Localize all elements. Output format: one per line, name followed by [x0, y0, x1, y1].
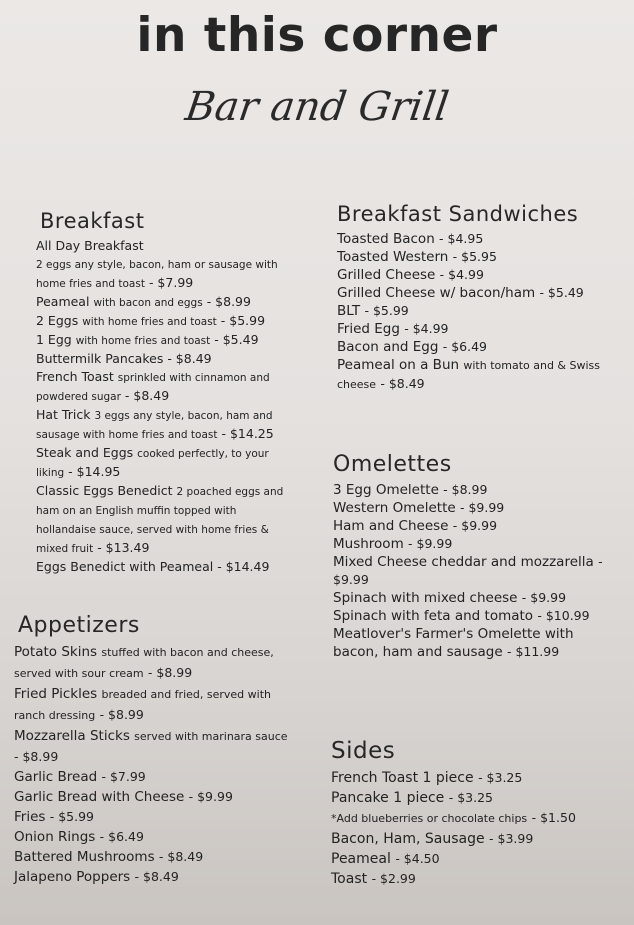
menu-item	[36, 255, 296, 293]
appetizers-section	[8, 613, 288, 887]
menu-item-price: - $5.95	[452, 249, 497, 264]
menu-item	[36, 482, 296, 558]
menu-item-name: Pancake 1 piece	[331, 790, 445, 806]
menu-item-price: - $8.49	[134, 869, 179, 884]
menu-item-price: - $8.49	[167, 351, 212, 366]
menu-item-name: 3 Egg Omelette	[333, 482, 439, 498]
menu-item	[36, 368, 296, 406]
menu-item-name: Spinach with feta and tomato	[333, 608, 534, 624]
menu-item-name: Battered Mushrooms	[14, 849, 155, 865]
menu-item-price: - $11.99	[506, 644, 560, 659]
menu-item-price: - $2.99	[371, 871, 416, 886]
menu-item-name: Mushroom	[333, 536, 404, 552]
menu-item-price: - $9.99	[452, 518, 498, 533]
menu-item-name: French Toast	[36, 369, 114, 384]
menu-item-description: with tomato and & Swiss cheese	[337, 359, 600, 391]
menu-item-price: - $9.99	[333, 554, 603, 587]
menu-item-name: Hat Trick	[36, 407, 91, 422]
menu-item	[337, 230, 627, 248]
menu-item-price: - $8.99	[14, 749, 59, 764]
menu-item-price: - $4.50	[395, 851, 440, 866]
menu-item-name: Toasted Bacon	[337, 231, 435, 247]
menu-item-price: - $5.99	[364, 303, 409, 318]
menu-item-price: - $4.99	[404, 321, 449, 336]
menu-item-name: Potato Skins	[14, 644, 98, 660]
restaurant-title: in this corner	[136, 8, 498, 63]
menu-item	[14, 684, 288, 726]
menu-item	[36, 331, 296, 350]
menu-item-name: Peameal	[36, 294, 90, 309]
menu-item	[14, 726, 288, 767]
menu-item-price: - $14.95	[68, 464, 121, 479]
menu-item-price: - $5.49	[214, 332, 259, 347]
menu-item	[333, 535, 623, 553]
menu-item-price: - $5.99	[49, 809, 95, 824]
menu-item	[331, 829, 626, 849]
menu-item-description: with bacon and eggs	[93, 297, 203, 309]
menu-item-name: Garlic Bread	[14, 769, 98, 785]
menu-item	[331, 849, 626, 869]
breakfast-list	[36, 237, 296, 576]
menu-item	[337, 302, 627, 320]
menu-item-name: Grilled Cheese	[337, 267, 436, 283]
menu-item	[331, 808, 626, 829]
menu-item-price: - $3.25	[478, 770, 523, 785]
sandwiches-section	[337, 202, 627, 394]
menu-item	[331, 768, 626, 788]
menu-item-name: Mixed Cheese cheddar and mozzarella	[333, 554, 594, 570]
menu-item-price: - $9.99	[459, 500, 505, 515]
menu-item	[36, 350, 296, 368]
menu-item-price: - $5.99	[220, 313, 266, 328]
menu-item-price: - $8.49	[380, 376, 425, 391]
menu-item-price: - $4.95	[439, 231, 484, 246]
menu-item-price: - $3.99	[489, 831, 534, 846]
menu-item-price: - $4.99	[439, 267, 484, 282]
menu-item-name: BLT	[337, 303, 361, 319]
menu-item-price: - $9.99	[521, 590, 567, 605]
menu-item	[14, 807, 288, 827]
menu-item	[14, 827, 288, 847]
menu-item-name: Classic Eggs Benedict	[36, 483, 173, 498]
sandwiches-heading: Breakfast Sandwiches	[337, 202, 579, 226]
menu-item-name: Toast	[331, 871, 368, 887]
menu-item-name: Grilled Cheese w/ bacon/ham	[337, 285, 536, 301]
menu-item-description: 2 eggs any style, bacon, ham or sausage with home fries and toast	[36, 259, 278, 290]
menu-item-name: All Day Breakfast	[36, 238, 144, 253]
menu-item-name: Jalapeno Poppers	[14, 869, 131, 885]
sides-heading: Sides	[331, 738, 396, 764]
menu-item-name: 1 Egg	[36, 332, 72, 347]
menu-item-price: - $5.49	[539, 285, 584, 300]
menu-item-name: Peameal on a Bun	[337, 357, 460, 373]
menu-item	[333, 481, 623, 499]
menu-item-name: French Toast 1 piece	[331, 770, 474, 786]
appetizers-list	[14, 642, 288, 887]
breakfast-heading: Breakfast	[40, 209, 145, 233]
menu-item	[337, 320, 627, 338]
menu-item	[337, 248, 627, 266]
menu-item	[331, 788, 626, 808]
menu-item-price: - $9.99	[408, 536, 453, 551]
menu-item	[14, 642, 288, 684]
menu-item	[333, 589, 623, 607]
menu-item-name: Peameal	[331, 851, 391, 867]
menu-item-price: - $13.49	[97, 540, 150, 555]
menu-item-name: Eggs Benedict with Peameal	[36, 559, 214, 574]
menu-item-description: with home fries and toast	[75, 335, 211, 347]
menu-item-name: Ham and Cheese	[333, 518, 449, 534]
menu-item-description: 3 eggs any style, bacon, ham and sausage with home fries and toast	[36, 410, 273, 441]
sides-section	[331, 738, 626, 889]
appetizers-heading: Appetizers	[18, 613, 140, 638]
sandwiches-list	[337, 230, 627, 394]
menu-item-description: breaded and fried, served with ranch dressing	[14, 688, 271, 722]
menu-item-description: sprinkled with cinnamon and powdered sugar	[36, 372, 270, 403]
sides-list	[331, 768, 626, 889]
menu-item-price: - $3.25	[448, 790, 494, 805]
menu-item	[14, 847, 288, 867]
menu-item-name: Bacon and Egg	[337, 339, 439, 355]
menu-item-price: - $8.99	[147, 665, 193, 680]
menu-item-price: - $9.99	[188, 789, 233, 804]
menu-item	[36, 312, 296, 331]
menu-item-price: - $6.49	[442, 339, 487, 354]
menu-item-price: - $8.99	[206, 294, 251, 309]
menu-item-description: 2 poached eggs and ham on an English muffin topped with hollandaise sauce, served with home fries & mixed fruit	[36, 486, 284, 555]
menu-item-name: Meatlover's Farmer's Omelette with bacon, ham and sausage	[333, 626, 574, 660]
menu-item-name: Buttermilk Pancakes	[36, 351, 164, 366]
menu-item	[36, 237, 296, 255]
menu-item-name: Mozzarella Sticks	[14, 728, 130, 744]
menu-item-name: Onion Rings	[14, 829, 96, 845]
menu-item	[333, 499, 623, 517]
menu-item	[36, 558, 296, 576]
breakfast-section	[26, 209, 296, 576]
menu-item-name: 2 Eggs	[36, 313, 79, 328]
omelettes-section	[333, 452, 623, 661]
menu-item-price: - $8.99	[99, 707, 144, 722]
menu-item	[333, 607, 623, 625]
menu-item-price: - $14.25	[221, 426, 274, 441]
menu-item-name: Garlic Bread with Cheese	[14, 789, 185, 805]
menu-item-price: - $10.99	[537, 608, 590, 623]
menu-item	[333, 553, 623, 589]
menu-item-price: - $7.99	[101, 769, 146, 784]
menu-item-name: Fried Egg	[337, 321, 400, 337]
menu-item-name: Toasted Western	[337, 249, 449, 265]
menu-item	[331, 869, 626, 889]
menu-item	[337, 338, 627, 356]
menu-item-name: Steak and Eggs	[36, 445, 134, 460]
menu-item-description: *Add blueberries or chocolate chips	[331, 812, 528, 825]
menu-item	[337, 266, 627, 284]
menu-item-price: - $1.50	[531, 810, 576, 825]
menu-item	[333, 625, 623, 661]
menu-item-description: with home fries and toast	[82, 316, 217, 328]
menu-item	[337, 356, 627, 394]
omelettes-list	[333, 481, 623, 661]
menu-item-price: - $6.49	[99, 829, 144, 844]
menu-item-name: Fries	[14, 809, 46, 825]
menu-item-description: stuffed with bacon and cheese, served with sour cream	[14, 646, 274, 680]
menu-item-description: cooked perfectly, to your liking	[36, 448, 269, 479]
menu-item-name: Western Omelette	[333, 500, 456, 516]
menu-item-price: - $8.49	[124, 388, 170, 403]
menu-item-name: Fried Pickles	[14, 686, 98, 702]
menu-item-price: - $8.49	[158, 849, 204, 864]
menu-item-name: Bacon, Ham, Sausage	[331, 831, 485, 847]
menu-item	[337, 284, 627, 302]
menu-item-price: - $7.99	[148, 275, 194, 290]
restaurant-subtitle: Bar and Grill	[182, 84, 452, 130]
menu-item-price: - $14.49	[217, 559, 270, 574]
menu-item	[333, 517, 623, 535]
menu-item	[36, 293, 296, 312]
menu-item	[36, 406, 296, 444]
omelettes-heading: Omelettes	[333, 452, 452, 477]
menu-item-description: served with marinara sauce	[134, 730, 288, 743]
menu-item	[14, 787, 288, 807]
menu-item	[36, 444, 296, 482]
menu-item	[14, 767, 288, 787]
menu-item-name: Spinach with mixed cheese	[333, 590, 518, 606]
menu-item-price: - $8.99	[443, 482, 488, 497]
menu-item	[14, 867, 288, 887]
